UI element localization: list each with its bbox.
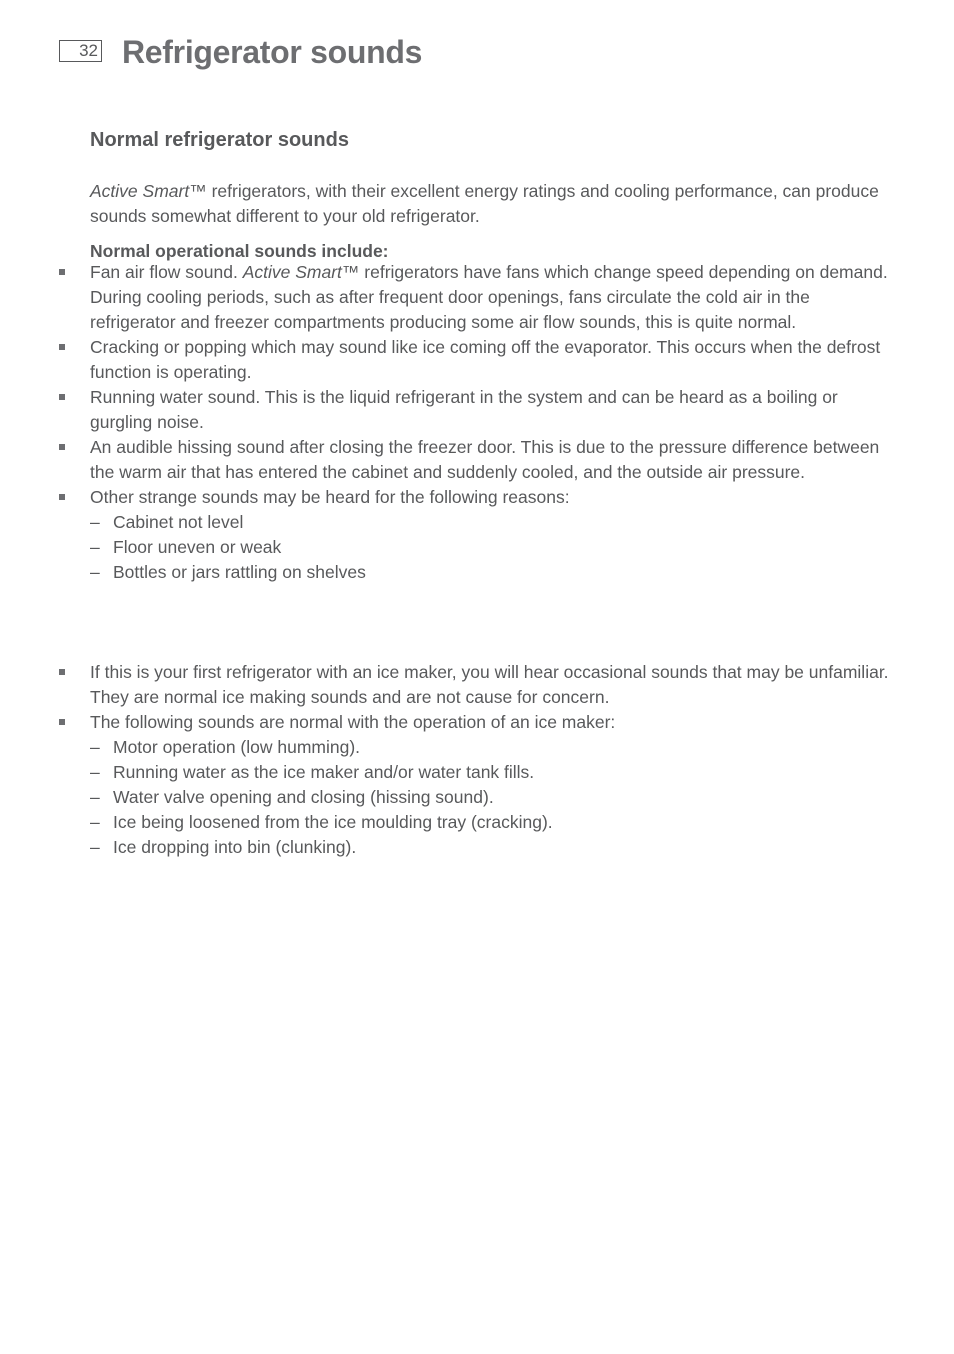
dash-bullet-icon: – (90, 787, 100, 807)
dash-bullet-icon: – (90, 537, 100, 557)
sub-list-item (90, 810, 890, 835)
intro-text: ™ refrigerators, with their excellent energy ratings and cooling performance, can produce sounds somewhat different to your old refrigerator. (90, 181, 879, 226)
sub-list-item (90, 835, 890, 860)
list-item-text: The following sounds are normal with the operation of an ice maker: (90, 712, 616, 732)
text-segment: ™ refrigerators have fans which change speed depending on demand. During cooling periods, such as after frequent door openings, fans circulate the cold air in the refrigerator and freezer compartments producing some air flow sounds, this is quite normal. (90, 262, 888, 332)
list-item (90, 335, 890, 385)
list-heading: Normal operational sounds include: (90, 241, 389, 261)
sub-list-item-text: Bottles or jars rattling on shelves (113, 562, 366, 582)
dash-bullet-icon: – (90, 812, 100, 832)
dash-bullet-icon: – (90, 837, 100, 857)
sub-list-item (90, 535, 890, 560)
list-item (90, 485, 890, 585)
list-item-text: If this is your first refrigerator with an ice maker, you will hear occasional sounds that may be unfamiliar. They are normal ice making sounds and are not cause for concern. (90, 662, 889, 707)
sub-list-item-text: Water valve opening and closing (hissing sound). (113, 787, 494, 807)
square-bullet-icon (59, 719, 65, 725)
sub-list-item (90, 510, 890, 535)
square-bullet-icon (59, 394, 65, 400)
square-bullet-icon (59, 269, 65, 275)
square-bullet-icon (59, 344, 65, 350)
dash-bullet-icon: – (90, 512, 100, 532)
page-title: Refrigerator sounds (122, 34, 423, 70)
square-bullet-icon (59, 444, 65, 450)
list-item-text: Cracking or popping which may sound like ice coming off the evaporator. This occurs when the defrost function is operating. (90, 337, 881, 382)
section-heading: Normal refrigerator sounds (90, 129, 349, 151)
sub-list-item-text: Cabinet not level (113, 512, 244, 532)
ice-maker-sounds-list (90, 660, 890, 860)
sub-list-item-text: Running water as the ice maker and/or water tank fills. (113, 762, 535, 782)
list-item (90, 385, 890, 435)
list-item-text: Running water sound. This is the liquid refrigerant in the system and can be heard as a boiling or gurgling noise. (90, 387, 838, 432)
list-item-text (90, 262, 888, 332)
dash-bullet-icon: – (90, 737, 100, 757)
list-item (90, 260, 890, 335)
intro-paragraph (90, 179, 880, 229)
square-bullet-icon (59, 669, 65, 675)
list-item-text: Other strange sounds may be heard for the following reasons: (90, 487, 570, 507)
list-item (90, 710, 890, 860)
list-item (90, 660, 890, 710)
operational-sounds-list (90, 260, 890, 585)
brand-name: Active Smart (90, 181, 190, 201)
sub-list (90, 735, 890, 860)
sub-list-item (90, 560, 890, 585)
sub-list-item (90, 735, 890, 760)
list-item-text: An audible hissing sound after closing the freezer door. This is due to the pressure difference between the warm air that has entered the cabinet and suddenly cooled, and the outside air pressure. (90, 437, 880, 482)
sub-list-item (90, 760, 890, 785)
sub-list-item-text: Motor operation (low humming). (113, 737, 361, 757)
list-item (90, 435, 890, 485)
sub-list-item-text: Ice being loosened from the ice moulding tray (cracking). (113, 812, 553, 832)
text-segment: Fan air flow sound. (90, 262, 243, 282)
dash-bullet-icon: – (90, 562, 100, 582)
sub-list-item-text: Floor uneven or weak (113, 537, 282, 557)
sub-list (90, 510, 890, 585)
page-number: 32 (59, 40, 102, 62)
sub-list-item-text: Ice dropping into bin (clunking). (113, 837, 357, 857)
square-bullet-icon (59, 494, 65, 500)
sub-list-item (90, 785, 890, 810)
dash-bullet-icon: – (90, 762, 100, 782)
brand-name: Active Smart (242, 262, 342, 282)
